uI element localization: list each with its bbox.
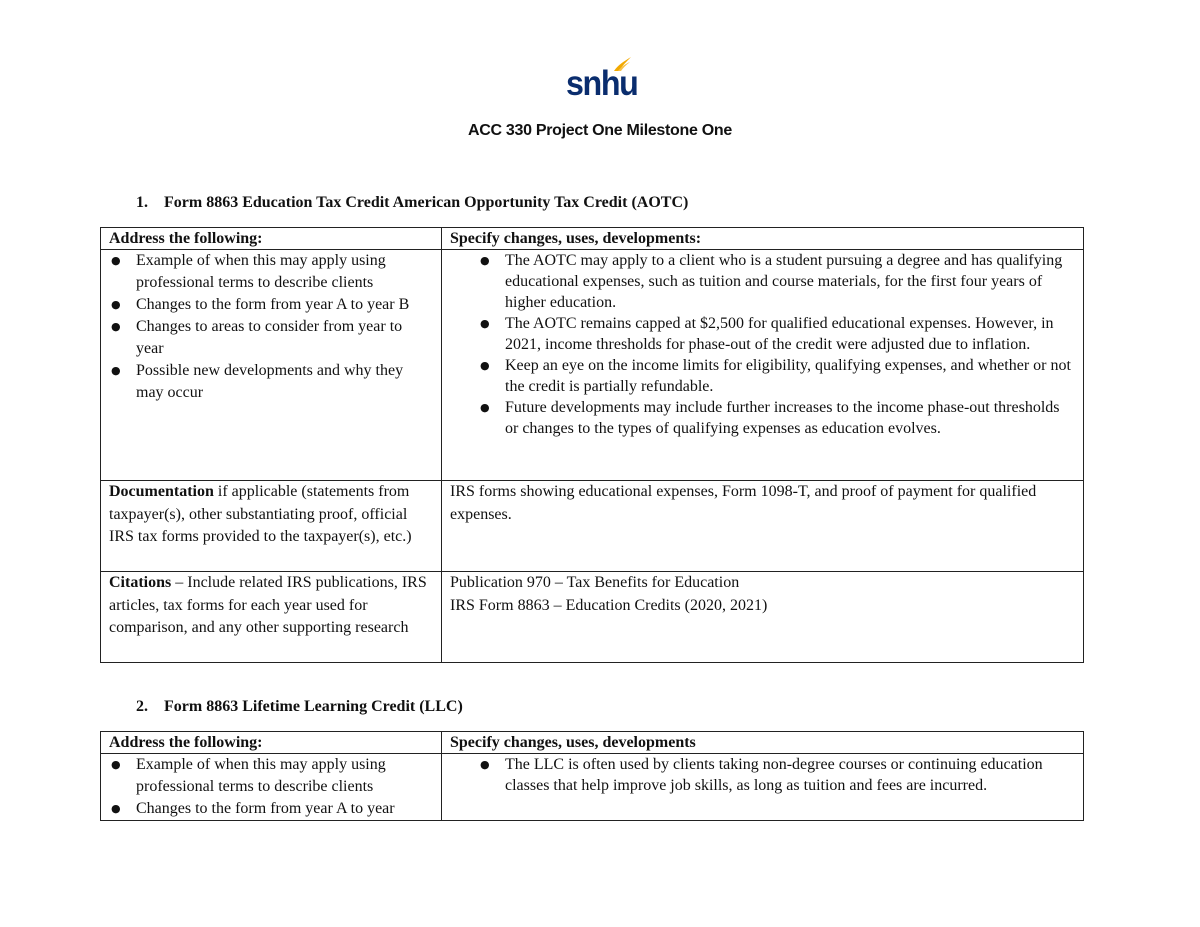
citation-line: Publication 970 – Tax Benefits for Education (450, 574, 740, 591)
address-list (109, 250, 433, 404)
section-1-heading (136, 194, 688, 212)
table-row (101, 481, 1084, 572)
list-item: ● Example of when this may apply using professional terms to describe clients (109, 754, 433, 798)
list-item: ● The AOTC may apply to a client who is a student pursuing a degree and has qualifying educational expenses, such as tuition and course materials, for the first four years of higher education. (478, 250, 1075, 313)
table-header-row (101, 732, 1084, 754)
section-1-title: Form 8863 Education Tax Credit American Opportunity Tax Credit (AOTC) (164, 194, 689, 211)
list-item: ● Changes to the form from year A to year (109, 798, 433, 820)
list-item: ● Possible new developments and why they may occur (109, 360, 433, 404)
table-row (101, 754, 1084, 821)
documentation-label: Documentation (109, 483, 214, 500)
documentation-label-cell (101, 481, 442, 572)
logo-wordmark: snhu (566, 64, 638, 103)
list-item: ● Example of when this may apply using professional terms to describe clients (109, 250, 433, 294)
address-list (109, 754, 433, 820)
list-item: ● Changes to the form from year A to year B (109, 294, 433, 316)
citations-label-cell (101, 572, 442, 663)
section-1-table (100, 227, 1084, 663)
documentation-value-cell: IRS forms showing educational expenses, Form 1098-T, and proof of payment for qualified expenses. (442, 481, 1084, 572)
list-item: ● Future developments may include further increases to the income phase-out thresholds or changes to the types of qualifying expenses as education evolves. (478, 397, 1075, 439)
table-header-row (101, 228, 1084, 250)
documentation-description: if applicable (statements from taxpayer(s), other substantiating proof, official IRS tax forms provided to the taxpayer(s), etc.) (109, 483, 412, 545)
table-row (101, 572, 1084, 663)
section-2-table (100, 731, 1084, 821)
list-item: ● The LLC is often used by clients taking non-degree courses or continuing education classes that help improve job skills, as long as tuition and fees are incurred. (478, 754, 1075, 796)
citations-value-cell (442, 572, 1084, 663)
header-specify: Specify changes, uses, developments: (442, 228, 1084, 250)
specify-list (450, 250, 1075, 439)
citations-label: Citations (109, 574, 172, 591)
specify-list (450, 754, 1075, 796)
table-row (101, 250, 1084, 481)
section-2-heading (136, 698, 463, 716)
snhu-logo (566, 56, 636, 104)
address-cell (101, 754, 442, 821)
header-address: Address the following: (101, 228, 442, 250)
header-address: Address the following: (101, 732, 442, 754)
section-2-title: Form 8863 Lifetime Learning Credit (LLC) (164, 698, 463, 715)
header-specify: Specify changes, uses, developments (442, 732, 1084, 754)
section-2-number: 2. (136, 698, 148, 715)
specify-cell (442, 754, 1084, 821)
citation-line: IRS Form 8863 – Education Credits (2020, 2021) (450, 596, 768, 614)
page-title: ACC 330 Project One Milestone One (468, 122, 732, 139)
list-item: ● Keep an eye on the income limits for eligibility, qualifying expenses, and whether or not the credit is partially refundable. (478, 355, 1075, 397)
list-item: ● Changes to areas to consider from year to year (109, 316, 433, 360)
citations-description: – Include related IRS publications, IRS articles, tax forms for each year used for comparison, and any other supporting research (109, 574, 427, 636)
address-cell (101, 250, 442, 481)
specify-cell (442, 250, 1084, 481)
section-1-number: 1. (136, 194, 148, 211)
list-item: ● The AOTC remains capped at $2,500 for qualified educational expenses. However, in 2021, income thresholds for phase-out of the credit were adjusted due to inflation. (478, 313, 1075, 355)
